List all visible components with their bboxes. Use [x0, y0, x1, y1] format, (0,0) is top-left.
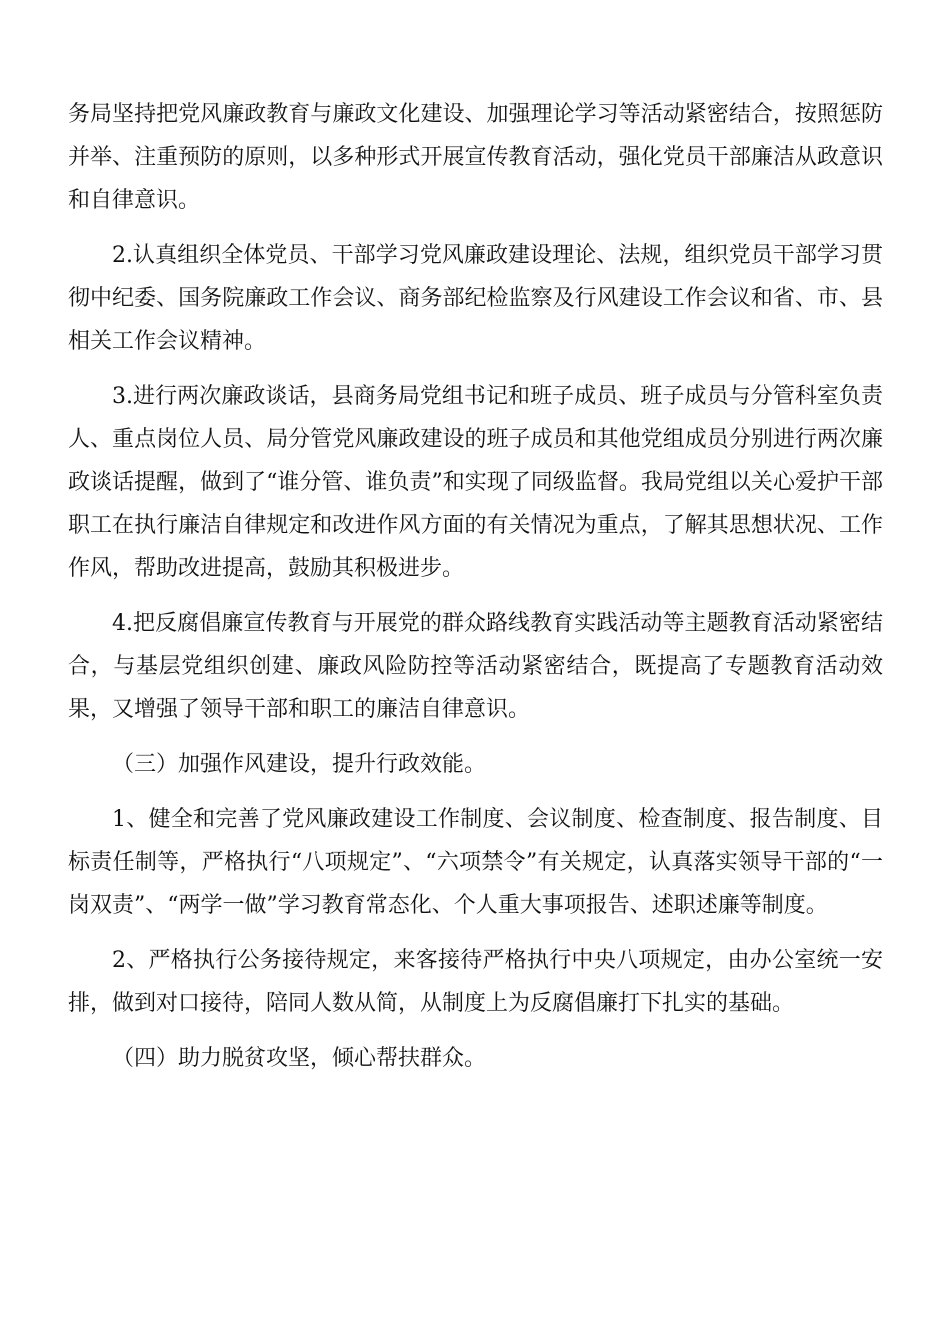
section-heading-4: （四）助力脱贫攻坚，倾心帮扶群众。 — [112, 1046, 487, 1071]
paragraph-item-4: 4.把反腐倡廉宣传教育与开展党的群众路线教育实践活动等主题教育活动紧密结合，与基层党组织创建、廉政风险防控等活动紧密结合，既提高了专题教育活动效果，又增强了领导干部和职工的廉洁自律意识。 — [68, 611, 883, 722]
paragraph-continuation: 务局坚持把党风廉政教育与廉政文化建设、加强理论学习等活动紧密结合，按照惩防并举、注重预防的原则，以多种形式开展宣传教育活动，强化党员干部廉洁从政意识和自律意识。 — [68, 102, 883, 213]
paragraph-sub-2: 2、严格执行公务接待规定，来客接待严格执行中央八项规定，由办公室统一安排，做到对口接待，陪同人数从简，从制度上为反腐倡廉打下扎实的基础。 — [68, 948, 883, 1016]
paragraph-item-3: 3.进行两次廉政谈话，县商务局党组书记和班子成员、班子成员与分管科室负责人、重点岗位人员、局分管党风廉政建设的班子成员和其他党组成员分别进行两次廉政谈话提醒，做到了“谁分管、谁负责”和实现了同级监督。我局党组以关心爱护干部职工在执行廉洁自律规定和改进作风方面的有关情况为重点，了解其思想状况、工作作风，帮助改进提高，鼓励其积极进步。 — [68, 384, 883, 581]
paragraph-item-2: 2.认真组织全体党员、干部学习党风廉政建设理论、法规，组织党员干部学习贯彻中纪委、国务院廉政工作会议、商务部纪检监察及行风建设工作会议和省、市、县相关工作会议精神。 — [68, 243, 883, 354]
paragraph-sub-1: 1、健全和完善了党风廉政建设工作制度、会议制度、检查制度、报告制度、目标责任制等，严格执行“八项规定”、“六项禁令”有关规定，认真落实领导干部的“一岗双责”、“两学一做”学习教育常态化、个人重大事项报告、述职述廉等制度。 — [68, 807, 883, 918]
section-heading-3: （三）加强作风建设，提升行政效能。 — [112, 752, 487, 777]
document-body — [68, 93, 883, 1092]
